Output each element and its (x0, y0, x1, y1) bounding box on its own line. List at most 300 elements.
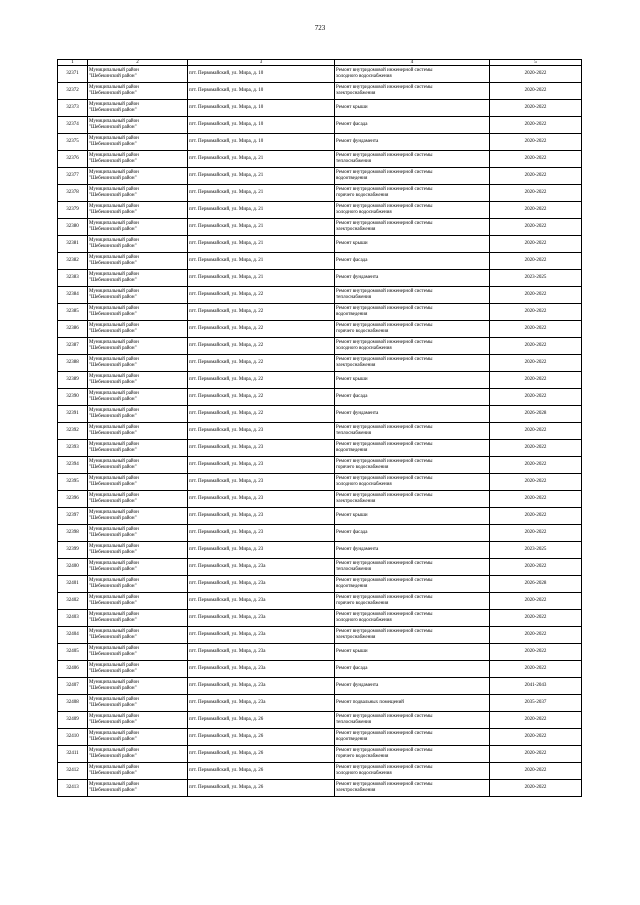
work-type-line: Ремонт внутридомовой инженерной системы (336, 68, 433, 74)
work-type-cell (335, 644, 490, 661)
work-type-line: электроснабжения (336, 635, 376, 640)
municipality-line: Муниципальный район (89, 476, 139, 482)
municipality-line: Муниципальный район (89, 68, 139, 74)
row-number: 32393 (58, 440, 88, 457)
period-cell: 2020-2022 (490, 389, 582, 406)
work-type-cell (335, 406, 490, 423)
municipality-line: "Шебекинский район" (89, 261, 137, 266)
work-type-line: Ремонт внутридомовой инженерной системы (336, 425, 433, 431)
work-type-cell (335, 525, 490, 542)
work-type-cell (335, 134, 490, 151)
work-type-line: Ремонт крыши (336, 105, 368, 111)
work-type-cell (335, 236, 490, 253)
municipality-line: Муниципальный район (89, 663, 139, 669)
municipality-cell (88, 219, 188, 236)
municipality-line: Муниципальный район (89, 765, 139, 771)
row-number: 32406 (58, 661, 88, 678)
municipality-cell (88, 253, 188, 270)
period-cell: 2020-2022 (490, 168, 582, 185)
municipality-line: "Шебекинский район" (89, 108, 137, 113)
table-row (58, 610, 582, 627)
municipality-line: "Шебекинский район" (89, 176, 137, 181)
work-type-line: водоотведения (336, 737, 368, 742)
municipality-line: "Шебекинский район" (89, 210, 137, 215)
row-number: 32384 (58, 287, 88, 304)
municipality-line: "Шебекинский район" (89, 754, 137, 759)
address-cell: пгт. Первомайский, ул. Мира, д. 21 (188, 219, 335, 236)
work-type-line: Ремонт внутридомовой инженерной системы (336, 612, 433, 618)
period-cell: 2020-2022 (490, 593, 582, 610)
municipality-line: Муниципальный район (89, 612, 139, 618)
work-type-cell (335, 474, 490, 491)
table-row (58, 474, 582, 491)
row-number: 32396 (58, 491, 88, 508)
table-row (58, 355, 582, 372)
table-row (58, 508, 582, 525)
period-cell: 2020-2022 (490, 321, 582, 338)
municipality-line: Муниципальный район (89, 323, 139, 329)
row-number: 32383 (58, 270, 88, 287)
municipality-line: "Шебекинский район" (89, 737, 137, 742)
municipality-line: Муниципальный район (89, 289, 139, 295)
address-cell: пгт. Первомайский, ул. Мира, д. 23 (188, 508, 335, 525)
municipality-line: Муниципальный район (89, 119, 139, 125)
municipality-cell (88, 627, 188, 644)
municipality-cell (88, 423, 188, 440)
municipality-line: "Шебекинский район" (89, 244, 137, 249)
period-cell: 2020-2022 (490, 763, 582, 780)
period-cell: 2020-2022 (490, 559, 582, 576)
municipality-cell (88, 168, 188, 185)
period-cell: 2020-2022 (490, 491, 582, 508)
work-type-line: Ремонт внутридомовой инженерной системы (336, 765, 433, 771)
row-number: 32372 (58, 83, 88, 100)
period-cell: 2020-2022 (490, 474, 582, 491)
work-type-line: электроснабжения (336, 363, 376, 368)
work-type-cell (335, 661, 490, 678)
address-cell: пгт. Первомайский, ул. Мира, д. 21 (188, 185, 335, 202)
table-row (58, 440, 582, 457)
municipality-cell (88, 661, 188, 678)
address-cell: пгт. Первомайский, ул. Мира, д. 23а (188, 695, 335, 712)
work-type-cell (335, 559, 490, 576)
address-cell: пгт. Первомайский, ул. Мира, д. 23а (188, 610, 335, 627)
municipality-line: "Шебекинский район" (89, 686, 137, 691)
work-type-line: Ремонт фундамента (336, 683, 379, 689)
period-cell: 2020-2022 (490, 134, 582, 151)
municipality-cell (88, 729, 188, 746)
work-type-line: холодного водоснабжения (336, 771, 392, 776)
address-cell: пгт. Первомайский, ул. Мира, д. 21 (188, 168, 335, 185)
municipality-cell (88, 270, 188, 287)
municipality-line: Муниципальный район (89, 391, 139, 397)
row-number: 32413 (58, 780, 88, 797)
municipality-cell (88, 712, 188, 729)
table-row (58, 780, 582, 797)
table-row (58, 576, 582, 593)
work-type-cell (335, 151, 490, 168)
row-number: 32377 (58, 168, 88, 185)
municipality-line: Муниципальный район (89, 272, 139, 278)
table-row (58, 372, 582, 389)
work-type-line: электроснабжения (336, 227, 376, 232)
work-type-line: Ремонт фундамента (336, 547, 379, 553)
municipality-cell (88, 610, 188, 627)
municipality-line: "Шебекинский район" (89, 159, 137, 164)
row-number: 32385 (58, 304, 88, 321)
work-type-line: теплоснабжения (336, 431, 371, 436)
municipality-line: "Шебекинский район" (89, 329, 137, 334)
table-row (58, 66, 582, 83)
address-cell: пгт. Первомайский, ул. Мира, д. 10 (188, 134, 335, 151)
address-cell: пгт. Первомайский, ул. Мира, д. 26 (188, 780, 335, 797)
municipality-line: "Шебекинский район" (89, 465, 137, 470)
address-cell: пгт. Первомайский, ул. Мира, д. 23а (188, 559, 335, 576)
municipality-cell (88, 66, 188, 83)
address-cell: пгт. Первомайский, ул. Мира, д. 21 (188, 236, 335, 253)
table-row (58, 627, 582, 644)
row-number: 32374 (58, 117, 88, 134)
work-type-line: Ремонт внутридомовой инженерной системы (336, 442, 433, 448)
period-cell: 2035-2037 (490, 695, 582, 712)
row-number: 32412 (58, 763, 88, 780)
address-cell: пгт. Первомайский, ул. Мира, д. 21 (188, 253, 335, 270)
work-type-line: Ремонт подвальных помещений (336, 700, 404, 706)
municipality-cell (88, 338, 188, 355)
address-cell: пгт. Первомайский, ул. Мира, д. 21 (188, 151, 335, 168)
municipality-cell (88, 406, 188, 423)
work-type-line: Ремонт внутридомовой инженерной системы (336, 204, 433, 210)
table-row (58, 219, 582, 236)
work-type-cell (335, 100, 490, 117)
address-cell: пгт. Первомайский, ул. Мира, д. 22 (188, 304, 335, 321)
period-cell: 2020-2022 (490, 627, 582, 644)
work-type-line: Ремонт крыши (336, 649, 368, 655)
work-type-line: электроснабжения (336, 788, 376, 793)
table-row (58, 270, 582, 287)
column-header: 3 (188, 60, 335, 66)
table-row (58, 746, 582, 763)
municipality-line: "Шебекинский район" (89, 533, 137, 538)
work-type-cell (335, 270, 490, 287)
work-type-cell (335, 491, 490, 508)
work-type-line: теплоснабжения (336, 159, 371, 164)
work-type-line: Ремонт крыши (336, 377, 368, 383)
address-cell: пгт. Первомайский, ул. Мира, д. 23а (188, 593, 335, 610)
period-cell: 2020-2022 (490, 202, 582, 219)
municipality-cell (88, 525, 188, 542)
work-type-line: Ремонт внутридомовой инженерной системы (336, 578, 433, 584)
work-type-line: Ремонт внутридомовой инженерной системы (336, 748, 433, 754)
work-type-line: Ремонт внутридомовой инженерной системы (336, 595, 433, 601)
municipality-line: "Шебекинский район" (89, 771, 137, 776)
row-number: 32408 (58, 695, 88, 712)
municipality-line: "Шебекинский район" (89, 788, 137, 793)
work-type-line: Ремонт фундамента (336, 411, 379, 417)
work-type-cell (335, 508, 490, 525)
table-row (58, 134, 582, 151)
municipality-line: Муниципальный район (89, 238, 139, 244)
municipality-line: "Шебекинский район" (89, 516, 137, 521)
municipality-line: "Шебекинский район" (89, 312, 137, 317)
address-cell: пгт. Первомайский, ул. Мира, д. 26 (188, 712, 335, 729)
row-number: 32380 (58, 219, 88, 236)
municipality-cell (88, 389, 188, 406)
work-type-cell (335, 202, 490, 219)
period-cell: 2020-2022 (490, 253, 582, 270)
work-type-cell (335, 168, 490, 185)
municipality-line: "Шебекинский район" (89, 295, 137, 300)
municipality-cell (88, 117, 188, 134)
work-type-line: Ремонт внутридомовой инженерной системы (336, 170, 433, 176)
municipality-line: Муниципальный район (89, 646, 139, 652)
address-cell: пгт. Первомайский, ул. Мира, д. 22 (188, 287, 335, 304)
address-cell: пгт. Первомайский, ул. Мира, д. 23а (188, 627, 335, 644)
table-row (58, 695, 582, 712)
table-row (58, 542, 582, 559)
work-type-line: холодного водоснабжения (336, 74, 392, 79)
municipality-line: Муниципальный район (89, 493, 139, 499)
work-type-cell (335, 355, 490, 372)
municipality-line: "Шебекинский район" (89, 125, 137, 130)
municipality-line: "Шебекинский район" (89, 584, 137, 589)
municipality-cell (88, 287, 188, 304)
row-number: 32401 (58, 576, 88, 593)
work-type-line: Ремонт крыши (336, 513, 368, 519)
row-number: 32395 (58, 474, 88, 491)
work-type-cell (335, 389, 490, 406)
work-type-cell (335, 66, 490, 83)
municipality-line: Муниципальный район (89, 187, 139, 193)
period-cell: 2020-2022 (490, 508, 582, 525)
work-type-line: холодного водоснабжения (336, 618, 392, 623)
municipality-line: Муниципальный район (89, 170, 139, 176)
municipality-line: "Шебекинский район" (89, 414, 137, 419)
period-cell: 2020-2022 (490, 610, 582, 627)
period-cell: 2023-2025 (490, 542, 582, 559)
table-row (58, 559, 582, 576)
address-cell: пгт. Первомайский, ул. Мира, д. 22 (188, 389, 335, 406)
municipality-line: "Шебекинский район" (89, 74, 137, 79)
municipality-cell (88, 763, 188, 780)
municipality-cell (88, 457, 188, 474)
municipality-line: "Шебекинский район" (89, 397, 137, 402)
period-cell: 2020-2022 (490, 100, 582, 117)
period-cell: 2020-2022 (490, 746, 582, 763)
address-cell: пгт. Первомайский, ул. Мира, д. 22 (188, 406, 335, 423)
row-number: 32390 (58, 389, 88, 406)
municipality-line: "Шебекинский район" (89, 550, 137, 555)
municipality-line: "Шебекинский район" (89, 482, 137, 487)
work-type-cell (335, 746, 490, 763)
municipality-cell (88, 100, 188, 117)
municipality-line: Муниципальный район (89, 459, 139, 465)
period-cell: 2020-2022 (490, 712, 582, 729)
municipality-line: Муниципальный район (89, 408, 139, 414)
municipality-cell (88, 678, 188, 695)
row-number: 32392 (58, 423, 88, 440)
municipality-cell (88, 576, 188, 593)
period-cell: 2020-2022 (490, 66, 582, 83)
municipality-line: Муниципальный район (89, 782, 139, 788)
municipality-cell (88, 134, 188, 151)
period-cell: 2020-2022 (490, 457, 582, 474)
work-type-cell (335, 763, 490, 780)
work-type-line: Ремонт фасада (336, 122, 368, 128)
period-cell: 2020-2022 (490, 423, 582, 440)
table-row (58, 644, 582, 661)
municipality-line: Муниципальный район (89, 153, 139, 159)
table-row (58, 338, 582, 355)
row-number: 32375 (58, 134, 88, 151)
address-cell: пгт. Первомайский, ул. Мира, д. 10 (188, 66, 335, 83)
work-type-cell (335, 542, 490, 559)
table-row (58, 763, 582, 780)
municipality-line: Муниципальный район (89, 561, 139, 567)
municipality-cell (88, 304, 188, 321)
address-cell: пгт. Первомайский, ул. Мира, д. 10 (188, 117, 335, 134)
work-type-line: Ремонт фундамента (336, 275, 379, 281)
work-type-line: холодного водоснабжения (336, 482, 392, 487)
work-type-line: водоотведения (336, 176, 368, 181)
period-cell: 2020-2022 (490, 83, 582, 100)
row-number: 32397 (58, 508, 88, 525)
period-cell: 2020-2022 (490, 644, 582, 661)
address-cell: пгт. Первомайский, ул. Мира, д. 10 (188, 100, 335, 117)
address-cell: пгт. Первомайский, ул. Мира, д. 23а (188, 661, 335, 678)
municipality-line: "Шебекинский район" (89, 499, 137, 504)
work-type-line: Ремонт фасада (336, 394, 368, 400)
municipality-cell (88, 559, 188, 576)
table-row (58, 729, 582, 746)
municipality-line: "Шебекинский район" (89, 346, 137, 351)
work-type-line: электроснабжения (336, 91, 376, 96)
work-type-cell (335, 321, 490, 338)
address-cell: пгт. Первомайский, ул. Мира, д. 23 (188, 423, 335, 440)
table-row (58, 168, 582, 185)
municipality-cell (88, 185, 188, 202)
period-cell: 2041-2043 (490, 678, 582, 695)
municipality-line: Муниципальный район (89, 102, 139, 108)
work-type-line: Ремонт внутридомовой инженерной системы (336, 221, 433, 227)
municipality-line: "Шебекинский район" (89, 635, 137, 640)
municipality-cell (88, 355, 188, 372)
work-type-line: Ремонт внутридомовой инженерной системы (336, 561, 433, 567)
period-cell: 2020-2022 (490, 780, 582, 797)
municipality-line: "Шебекинский район" (89, 431, 137, 436)
address-cell: пгт. Первомайский, ул. Мира, д. 23 (188, 457, 335, 474)
work-type-line: горячего водоснабжения (336, 193, 389, 198)
repair-schedule-table (57, 59, 582, 797)
work-type-line: Ремонт внутридомовой инженерной системы (336, 731, 433, 737)
municipality-cell (88, 746, 188, 763)
work-type-line: Ремонт внутридомовой инженерной системы (336, 782, 433, 788)
work-type-line: Ремонт внутридомовой инженерной системы (336, 306, 433, 312)
row-number: 32404 (58, 627, 88, 644)
municipality-line: "Шебекинский район" (89, 142, 137, 147)
period-cell: 2020-2022 (490, 338, 582, 355)
municipality-cell (88, 83, 188, 100)
work-type-cell (335, 678, 490, 695)
work-type-cell (335, 253, 490, 270)
municipality-cell (88, 440, 188, 457)
column-header: 2 (88, 60, 188, 66)
row-number: 32379 (58, 202, 88, 219)
work-type-cell (335, 440, 490, 457)
row-number: 32381 (58, 236, 88, 253)
row-number: 32407 (58, 678, 88, 695)
period-cell: 2020-2022 (490, 525, 582, 542)
address-cell: пгт. Первомайский, ул. Мира, д. 23 (188, 542, 335, 559)
row-number: 32373 (58, 100, 88, 117)
address-cell: пгт. Первомайский, ул. Мира, д. 22 (188, 321, 335, 338)
period-cell: 2020-2022 (490, 355, 582, 372)
row-number: 32382 (58, 253, 88, 270)
row-number: 32410 (58, 729, 88, 746)
municipality-line: "Шебекинский район" (89, 652, 137, 657)
period-cell: 2020-2022 (490, 219, 582, 236)
row-number: 32371 (58, 66, 88, 83)
work-type-line: Ремонт внутридомовой инженерной системы (336, 459, 433, 465)
work-type-line: горячего водоснабжения (336, 329, 389, 334)
table-row (58, 185, 582, 202)
address-cell: пгт. Первомайский, ул. Мира, д. 26 (188, 729, 335, 746)
table-row (58, 151, 582, 168)
work-type-line: теплоснабжения (336, 720, 371, 725)
row-number: 32389 (58, 372, 88, 389)
work-type-line: горячего водоснабжения (336, 601, 389, 606)
work-type-cell (335, 780, 490, 797)
column-header: 1 (58, 60, 88, 66)
table-row (58, 593, 582, 610)
address-cell: пгт. Первомайский, ул. Мира, д. 23 (188, 440, 335, 457)
table-row (58, 389, 582, 406)
table-row (58, 678, 582, 695)
work-type-cell (335, 304, 490, 321)
address-cell: пгт. Первомайский, ул. Мира, д. 26 (188, 763, 335, 780)
municipality-cell (88, 644, 188, 661)
work-type-cell (335, 610, 490, 627)
work-type-line: холодного водоснабжения (336, 346, 392, 351)
address-cell: пгт. Первомайский, ул. Мира, д. 23а (188, 644, 335, 661)
municipality-cell (88, 780, 188, 797)
municipality-line: Муниципальный район (89, 204, 139, 210)
municipality-line: Муниципальный район (89, 595, 139, 601)
address-cell: пгт. Первомайский, ул. Мира, д. 22 (188, 355, 335, 372)
work-type-cell (335, 185, 490, 202)
work-type-cell (335, 338, 490, 355)
period-cell: 2026-2028 (490, 406, 582, 423)
table-row (58, 406, 582, 423)
work-type-cell (335, 593, 490, 610)
work-type-line: Ремонт крыши (336, 241, 368, 247)
table-row (58, 202, 582, 219)
address-cell: пгт. Первомайский, ул. Мира, д. 23 (188, 525, 335, 542)
municipality-line: Муниципальный район (89, 136, 139, 142)
municipality-line: Муниципальный район (89, 697, 139, 703)
row-number: 32402 (58, 593, 88, 610)
page-number: 723 (314, 24, 326, 32)
municipality-cell (88, 695, 188, 712)
work-type-line: Ремонт внутридомовой инженерной системы (336, 493, 433, 499)
work-type-line: Ремонт внутридомовой инженерной системы (336, 357, 433, 363)
municipality-line: Муниципальный район (89, 306, 139, 312)
municipality-cell (88, 236, 188, 253)
row-number: 32400 (58, 559, 88, 576)
address-cell: пгт. Первомайский, ул. Мира, д. 22 (188, 338, 335, 355)
municipality-line: Муниципальный район (89, 221, 139, 227)
period-cell: 2020-2022 (490, 236, 582, 253)
